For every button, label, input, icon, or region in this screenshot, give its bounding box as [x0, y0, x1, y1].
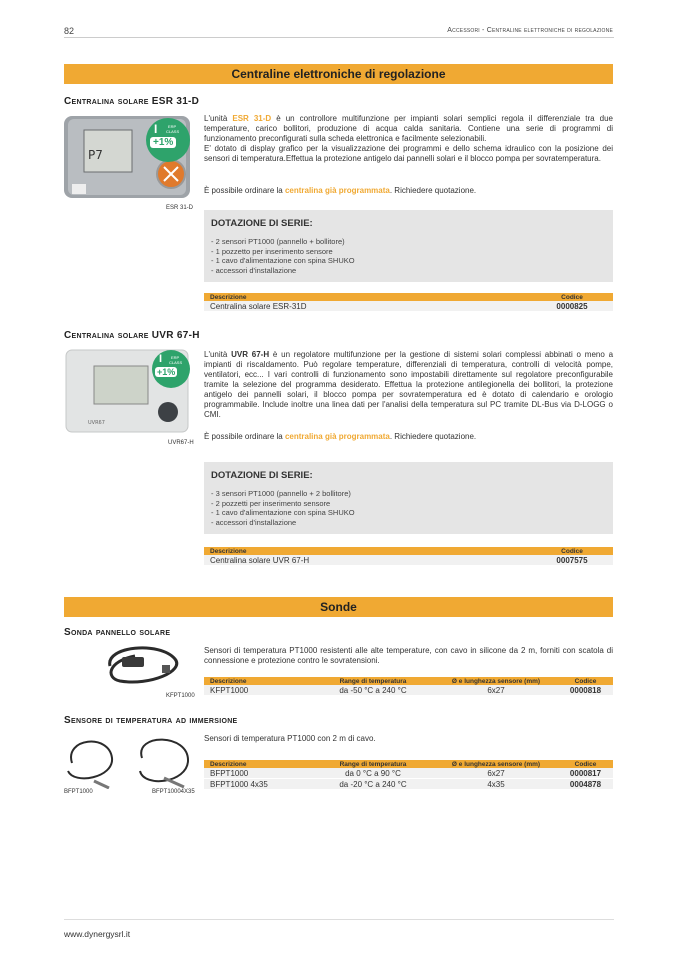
- badge-percent: +1%: [157, 367, 176, 377]
- product-heading-sonda: Sonda pannello solare: [64, 627, 171, 638]
- uvr67h-order-note: [204, 432, 613, 442]
- dotazione-item: - 2 sensori PT1000 (pannello + bollitore): [211, 237, 345, 246]
- cell-dimensioni: 6x27: [434, 768, 558, 779]
- erp-badge: [152, 350, 190, 388]
- esr31d-text-rest: è un controllore multifunzione per impianti solari semplici regola il differenziale tra due temperature, carico bollitori, produzione di acqua calda sanitaria. Contiene una serie di programmi di funzionamento preconfigurati sulla scheda elettronica e facilmente selezionabili.: [204, 114, 614, 143]
- cell-descrizione: KFPT1000: [204, 685, 312, 696]
- cell-codice: 0007575: [531, 555, 613, 566]
- cell-descrizione: Centralina solare ESR-31D: [204, 301, 531, 312]
- cell-range: da -50 °C a 240 °C: [312, 685, 434, 696]
- dotazione-box-uvr67h: [204, 462, 613, 534]
- page-number: 82: [64, 26, 75, 36]
- section-banner-centraline: Centraline elettroniche di regolazione: [64, 64, 613, 84]
- col-descrizione: Descrizione: [204, 760, 312, 768]
- header-rule: [64, 37, 614, 38]
- table-sensore: [204, 760, 613, 790]
- product-heading-sensore: Sensore di temperatura ad immersione: [64, 715, 238, 726]
- table-sonda: [204, 677, 613, 696]
- sensore-description: Sensori di temperatura PT1000 con 2 m di cavo.: [204, 734, 376, 743]
- cell-descrizione: BFPT1000 4x35: [204, 779, 312, 790]
- image-caption-bfpt1000: BFPT1000: [64, 789, 93, 795]
- cell-codice: 0000825: [531, 301, 613, 312]
- col-descrizione: Descrizione: [204, 677, 312, 685]
- table-row: [204, 555, 613, 566]
- footer-website[interactable]: www.dynergysrl.it: [64, 929, 131, 939]
- order-prefix: È possibile ordinare la: [204, 432, 285, 441]
- running-title: Accessori - Centraline elettroniche di regolazione: [447, 27, 613, 34]
- footer-rule: [64, 919, 614, 920]
- section-banner-sonde: Sonde: [64, 597, 613, 617]
- dotazione-title: DOTAZIONE DI SERIE:: [211, 218, 313, 229]
- cell-range: da 0 °C a 90 °C: [312, 768, 434, 779]
- esr31d-description: [204, 114, 613, 164]
- col-codice: Codice: [558, 760, 613, 768]
- dotazione-item: - 2 pozzetti per inserimento sensore: [211, 498, 331, 508]
- order-suffix: . Richiedere quotazione.: [389, 186, 477, 195]
- uvr67h-text-prefix: L'unità: [204, 350, 232, 359]
- esr31d-highlight: ESR 31-D: [232, 114, 272, 123]
- badge-line1: ERP: [171, 355, 180, 360]
- esr31d-image: [64, 114, 192, 200]
- kfpt1000-image: [100, 641, 190, 691]
- col-codice: Codice: [558, 677, 613, 685]
- cell-codice: 0004878: [558, 779, 613, 790]
- image-caption-esr31d: ESR 31-D: [166, 205, 194, 211]
- order-highlight: centralina già programmata: [284, 432, 390, 441]
- svg-text:P7: P7: [88, 148, 103, 162]
- product-heading-esr31d: Centralina solare ESR 31-D: [64, 96, 200, 107]
- badge-line2: CLASS: [166, 129, 180, 134]
- order-highlight: centralina già programmata: [284, 186, 390, 195]
- esr31d-order-note: [204, 186, 613, 196]
- esr31d-text-prefix: L'unità: [204, 114, 233, 123]
- col-codice: Codice: [531, 547, 613, 555]
- erp-badge: [146, 118, 190, 162]
- product-heading-uvr67h: Centralina solare UVR 67-H: [64, 330, 200, 341]
- uvr67h-highlight: UVR 67-H: [231, 350, 270, 359]
- table-uvr67h: [204, 547, 613, 566]
- table-row: [204, 768, 613, 779]
- table-row: [204, 301, 613, 312]
- cell-dimensioni: 6x27: [434, 685, 558, 696]
- cell-descrizione: Centralina solare UVR 67-H: [204, 555, 531, 566]
- badge-percent: +1%: [150, 137, 176, 148]
- image-caption-bfpt1000-4x35: BFPT10004X35: [152, 789, 195, 795]
- dotazione-box-esr31d: [204, 210, 613, 282]
- cell-range: da -20 °C a 240 °C: [312, 779, 434, 790]
- dotazione-item: - 1 pozzetto per inserimento sensore: [211, 246, 333, 256]
- col-descrizione: Descrizione: [204, 293, 531, 301]
- order-prefix: È possibile ordinare la: [204, 186, 285, 195]
- col-codice: Codice: [531, 293, 613, 301]
- dotazione-item: - 3 sensori PT1000 (pannello + 2 bollitore): [211, 489, 351, 498]
- dotazione-item: - 1 cavo d'alimentazione con spina SHUKO: [211, 256, 355, 265]
- table-esr31d: [204, 293, 613, 312]
- badge-line1: ERP: [168, 124, 177, 129]
- col-descrizione: Descrizione: [204, 547, 531, 555]
- badge-numeral: I: [154, 122, 158, 136]
- uvr67h-image: [64, 348, 192, 434]
- image-caption-uvr67h: UVR67-H: [168, 440, 194, 446]
- col-range: Range di temperatura: [312, 677, 434, 685]
- badge-numeral: I: [159, 353, 163, 365]
- dotazione-item: - accessori d'installazione: [211, 265, 297, 275]
- esr31d-text2: E' dotato di display grafico per la visualizzazione dei programmi e dello schema idraulico con la posizione dei sensori di temperatura.Effettua la protezione antigelo dai pannelli solari e il blocco pompa per sovratemperatura.: [204, 144, 613, 163]
- dotazione-item: - accessori d'installazione: [211, 517, 297, 527]
- svg-text:UVR67: UVR67: [88, 420, 105, 426]
- cell-codice: 0000818: [558, 685, 613, 696]
- badge-line2: CLASS: [169, 360, 183, 365]
- dotazione-list: [211, 489, 355, 527]
- uvr67h-description: [204, 350, 613, 420]
- cell-codice: 0000817: [558, 768, 613, 779]
- col-dimensioni: Ø e lunghezza sensore (mm): [434, 677, 558, 685]
- dotazione-title: DOTAZIONE DI SERIE:: [211, 470, 313, 481]
- cell-dimensioni: 4x35: [434, 779, 558, 790]
- image-caption-kfpt1000: KFPT1000: [166, 693, 195, 699]
- col-dimensioni: Ø e lunghezza sensore (mm): [434, 760, 558, 768]
- bfpt1000-images: [64, 733, 192, 789]
- order-suffix: . Richiedere quotazione.: [389, 432, 477, 441]
- col-range: Range di temperatura: [312, 760, 434, 768]
- table-row: [204, 779, 613, 790]
- uvr67h-text-rest: è un regolatore multifunzione per la gestione di sistemi solari complessi abbinati o meno a impianti di riscaldamento. Può regolare temperature, differenziali di temperatura, controlli di velocità pompe, ventilatori, ecc... I vari controlli di funzionamento sono impostabili direttamente sul regolatore preconfigurabile tramite la selezione del programma desiderato. Effettua la protezione antilegionella dei bollitori, la protezione antigelo dei pannelli solari, il blocco pompa per sovratemperatura ed è dotato di calendario e orologio programmabile. Include inoltre una linea dati per l'analisi della temperatura sul PC tramite DL-Bus via D-LOGG o CMI.: [204, 350, 614, 419]
- table-row: [204, 685, 613, 696]
- sonda-description: Sensori di temperatura PT1000 resistenti alle alte temperature, con cavo in silicone da 2 m, forniti con scatola di connessione e protezione contro le sovratensioni.: [204, 646, 613, 665]
- dotazione-item: - 1 cavo d'alimentazione con spina SHUKO: [211, 508, 355, 517]
- cell-descrizione: BFPT1000: [204, 768, 312, 779]
- dotazione-list: [211, 237, 355, 275]
